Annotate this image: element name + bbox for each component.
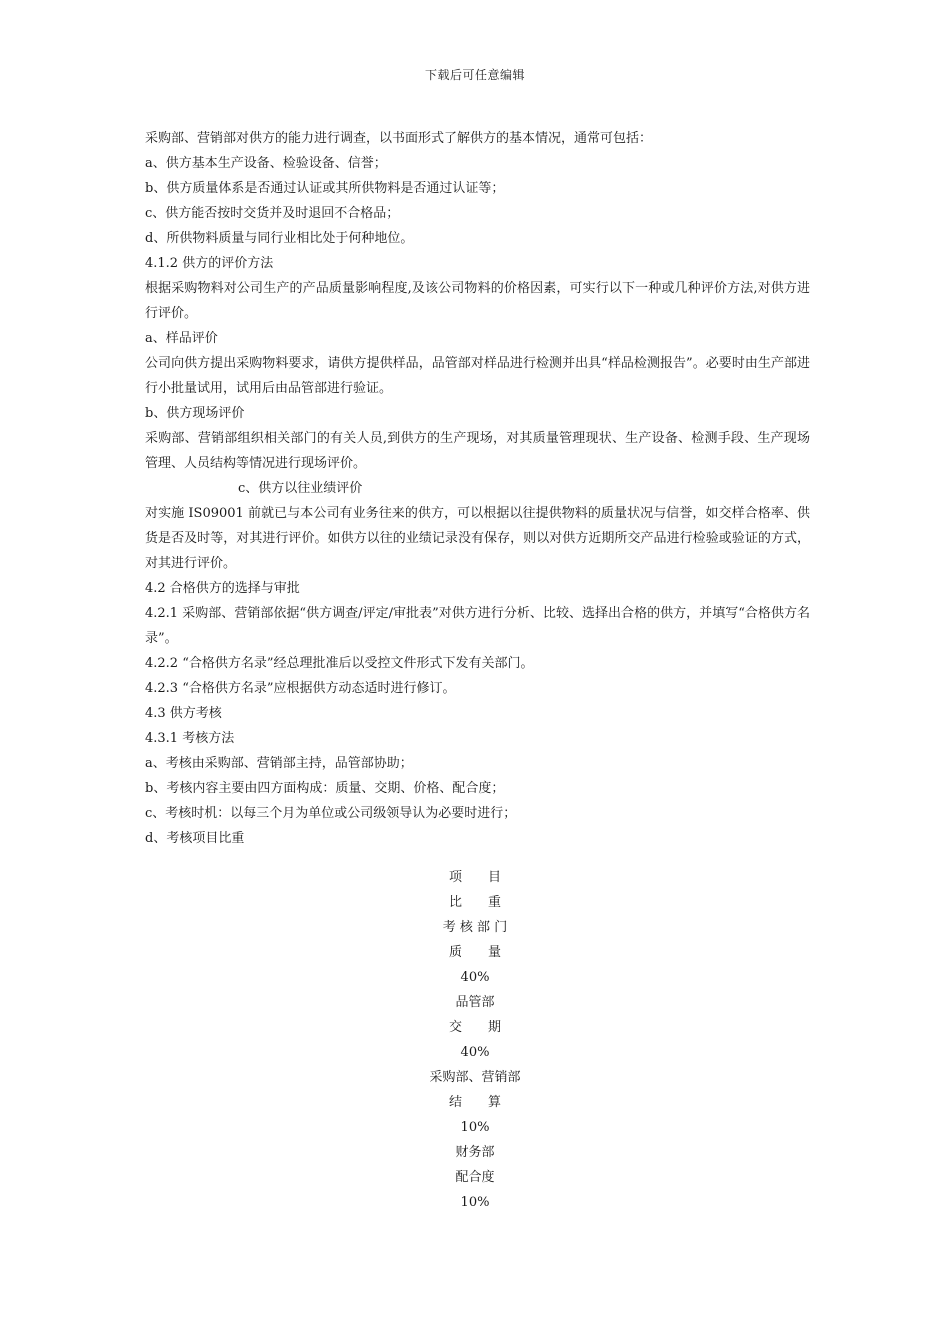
paragraph: 采购部、营销部组织相关部门的有关人员,到供方的生产现场，对其质量管理现状、生产设备、检测手段、生产现场管理、人员结构等情况进行现场评价。 xyxy=(145,431,810,471)
text-line: 采购部、营销部对供方的能力进行调查，以书面形式了解供方的基本情况，通常可包括： xyxy=(145,131,653,146)
section-heading: 4.3.1 考核方法 xyxy=(145,731,235,746)
paragraph: 根据采购物料对公司生产的产品质量影响程度,及该公司物料的价格因素，可实行以下一种或几种评价方法,对供方进行评价。 xyxy=(145,281,810,321)
text-line: d、考核项目比重 xyxy=(145,831,245,846)
paragraph: 对实施 IS09001 前就已与本公司有业务往来的供方，可以根据以往提供物料的质量状况与信誉，如交样合格率、供货是否及时等，对其进行评价。如供方以往的业绩记录没有保存，则以对供方近期所交产品进行检验或验证的方式，对其进行评价。 xyxy=(145,506,810,571)
table-cell: 40% xyxy=(460,1045,490,1060)
table-cell: 质 量 xyxy=(448,945,501,960)
subheading: a、样品评价 xyxy=(145,331,218,346)
paragraph: 公司向供方提出采购物料要求，请供方提供样品，品管部对样品进行检测并出具“样品检测报告”。必要时由生产部进行小批量试用，试用后由品管部进行验证。 xyxy=(145,356,810,396)
table-cell: 比 重 xyxy=(448,895,501,910)
table-cell: 项 目 xyxy=(448,870,501,885)
table-cell: 采购部、营销部 xyxy=(429,1070,521,1085)
text-line: c、供方能否按时交货并及时退回不合格品； xyxy=(145,206,400,221)
page-header: 下载后可任意编辑 xyxy=(424,68,525,82)
table-cell: 结 算 xyxy=(448,1095,501,1110)
subheading: c、供方以往业绩评价 xyxy=(238,481,363,496)
text-line: a、考核由采购部、营销部主持，品管部协助； xyxy=(145,756,413,771)
table-cell: 配合度 xyxy=(455,1170,495,1185)
table-cell: 品管部 xyxy=(455,995,495,1010)
text-line: b、考核内容主要由四方面构成：质量、交期、价格、配合度； xyxy=(145,781,505,796)
section-heading: 4.3 供方考核 xyxy=(145,706,222,721)
table-cell: 考 核 部 门 xyxy=(442,920,508,935)
text-line: d、所供物料质量与同行业相比处于何种地位。 xyxy=(145,231,414,246)
table-cell: 财务部 xyxy=(455,1145,495,1160)
table-cell: 10% xyxy=(460,1120,490,1135)
table-cell: 10% xyxy=(460,1195,490,1210)
subheading: b、供方现场评价 xyxy=(145,406,245,421)
section-heading: 4.1.2 供方的评价方法 xyxy=(145,256,274,271)
table-cell: 40% xyxy=(460,970,490,985)
section-heading: 4.2 合格供方的选择与审批 xyxy=(145,581,300,596)
weight-table xyxy=(0,865,950,1215)
text-line: 4.2.2 “合格供方名录”经总理批准后以受控文件形式下发有关部门。 xyxy=(145,656,534,671)
table-cell: 交 期 xyxy=(448,1020,501,1035)
document-body xyxy=(145,126,810,851)
paragraph: 4.2.1 采购部、营销部依据“供方调查/评定/审批表”对供方进行分析、比较、选择出合格的供方，并填写“合格供方名录”。 xyxy=(145,606,810,646)
text-line: c、考核时机：以每三个月为单位或公司级领导认为必要时进行； xyxy=(145,806,517,821)
text-line: a、供方基本生产设备、检验设备、信誉； xyxy=(145,156,387,171)
text-line: 4.2.3 “合格供方名录”应根据供方动态适时进行修订。 xyxy=(145,681,456,696)
text-line: b、供方质量体系是否通过认证或其所供物料是否通过认证等； xyxy=(145,181,505,196)
